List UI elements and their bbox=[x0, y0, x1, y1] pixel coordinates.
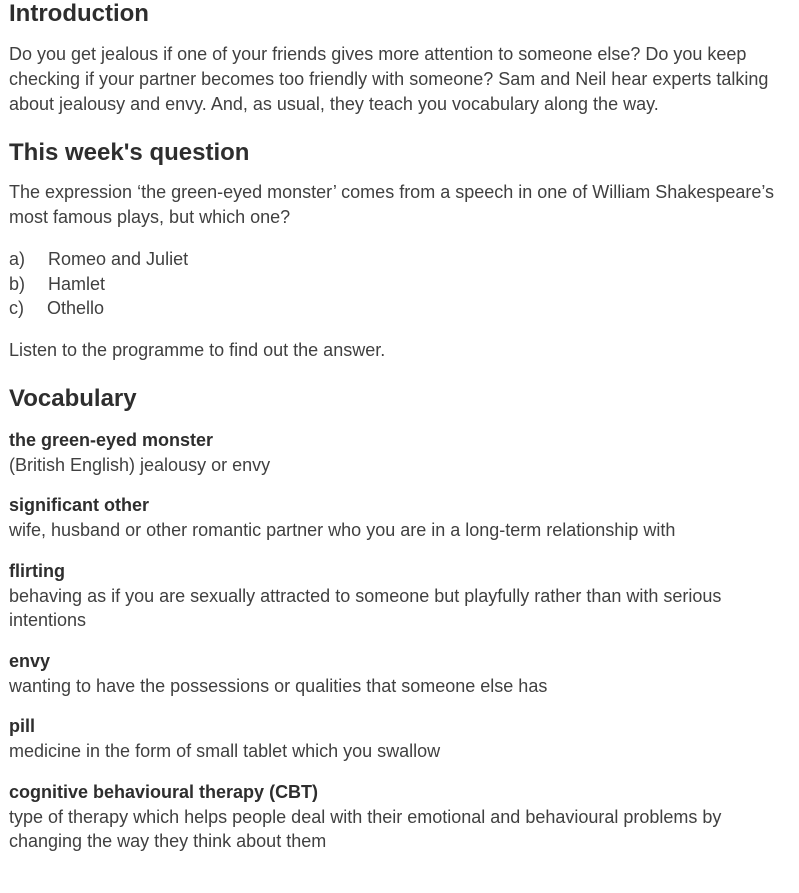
vocabulary-entry bbox=[9, 428, 789, 478]
vocabulary-definition: type of therapy which helps people deal with their emotional and behavioural problems by changing the way they think about them bbox=[9, 806, 722, 851]
question-heading: This week's question bbox=[9, 139, 250, 166]
vocabulary-term: significant other bbox=[9, 495, 150, 515]
introduction-heading: Introduction bbox=[9, 0, 149, 27]
vocabulary-list bbox=[9, 428, 789, 854]
introduction-text: Do you get jealous if one of your friends gives more attention to someone else? Do you keep checking if your partner becomes too friendly with someone? Sam and Neil hear experts talking about jealousy and envy. And, as usual, they teach you vocabulary along the way. bbox=[9, 44, 769, 114]
vocabulary-definition: (British English) jealousy or envy bbox=[9, 454, 271, 475]
vocabulary-entry bbox=[9, 780, 789, 854]
answer-option-c bbox=[9, 296, 789, 321]
vocabulary-entry bbox=[9, 649, 789, 699]
option-letter: b) bbox=[9, 273, 26, 294]
vocabulary-term: the green-eyed monster bbox=[9, 429, 214, 450]
vocabulary-term: envy bbox=[9, 650, 51, 671]
question-text: The expression ‘the green-eyed monster’ comes from a speech in one of William Shakespeare’s most famous plays, but which one? bbox=[9, 182, 775, 227]
option-text: Hamlet bbox=[48, 273, 106, 294]
listen-instruction: Listen to the programme to find out the answer. bbox=[9, 339, 386, 360]
option-letter: c) bbox=[9, 298, 24, 318]
vocabulary-entry bbox=[9, 559, 789, 633]
vocabulary-heading: Vocabulary bbox=[9, 384, 137, 412]
vocabulary-definition: wanting to have the possessions or qualities that someone else has bbox=[9, 675, 548, 696]
vocabulary-definition: wife, husband or other romantic partner who you are in a long-term relationship with bbox=[9, 520, 676, 540]
vocabulary-term: flirting bbox=[9, 560, 65, 581]
option-letter: a) bbox=[9, 249, 26, 269]
vocabulary-definition: medicine in the form of small tablet which you swallow bbox=[9, 741, 441, 761]
option-text: Romeo and Juliet bbox=[48, 249, 189, 269]
answer-option-b bbox=[9, 272, 789, 297]
vocabulary-definition: behaving as if you are sexually attracted to someone but playfully rather than with serious intentions bbox=[9, 585, 722, 630]
vocabulary-term: pill bbox=[9, 716, 35, 736]
answer-option-a bbox=[9, 247, 789, 272]
vocabulary-term: cognitive behavioural therapy (CBT) bbox=[9, 781, 319, 802]
vocabulary-entry bbox=[9, 714, 789, 764]
answer-options bbox=[9, 247, 789, 321]
vocabulary-entry bbox=[9, 493, 789, 543]
option-text: Othello bbox=[47, 298, 105, 318]
